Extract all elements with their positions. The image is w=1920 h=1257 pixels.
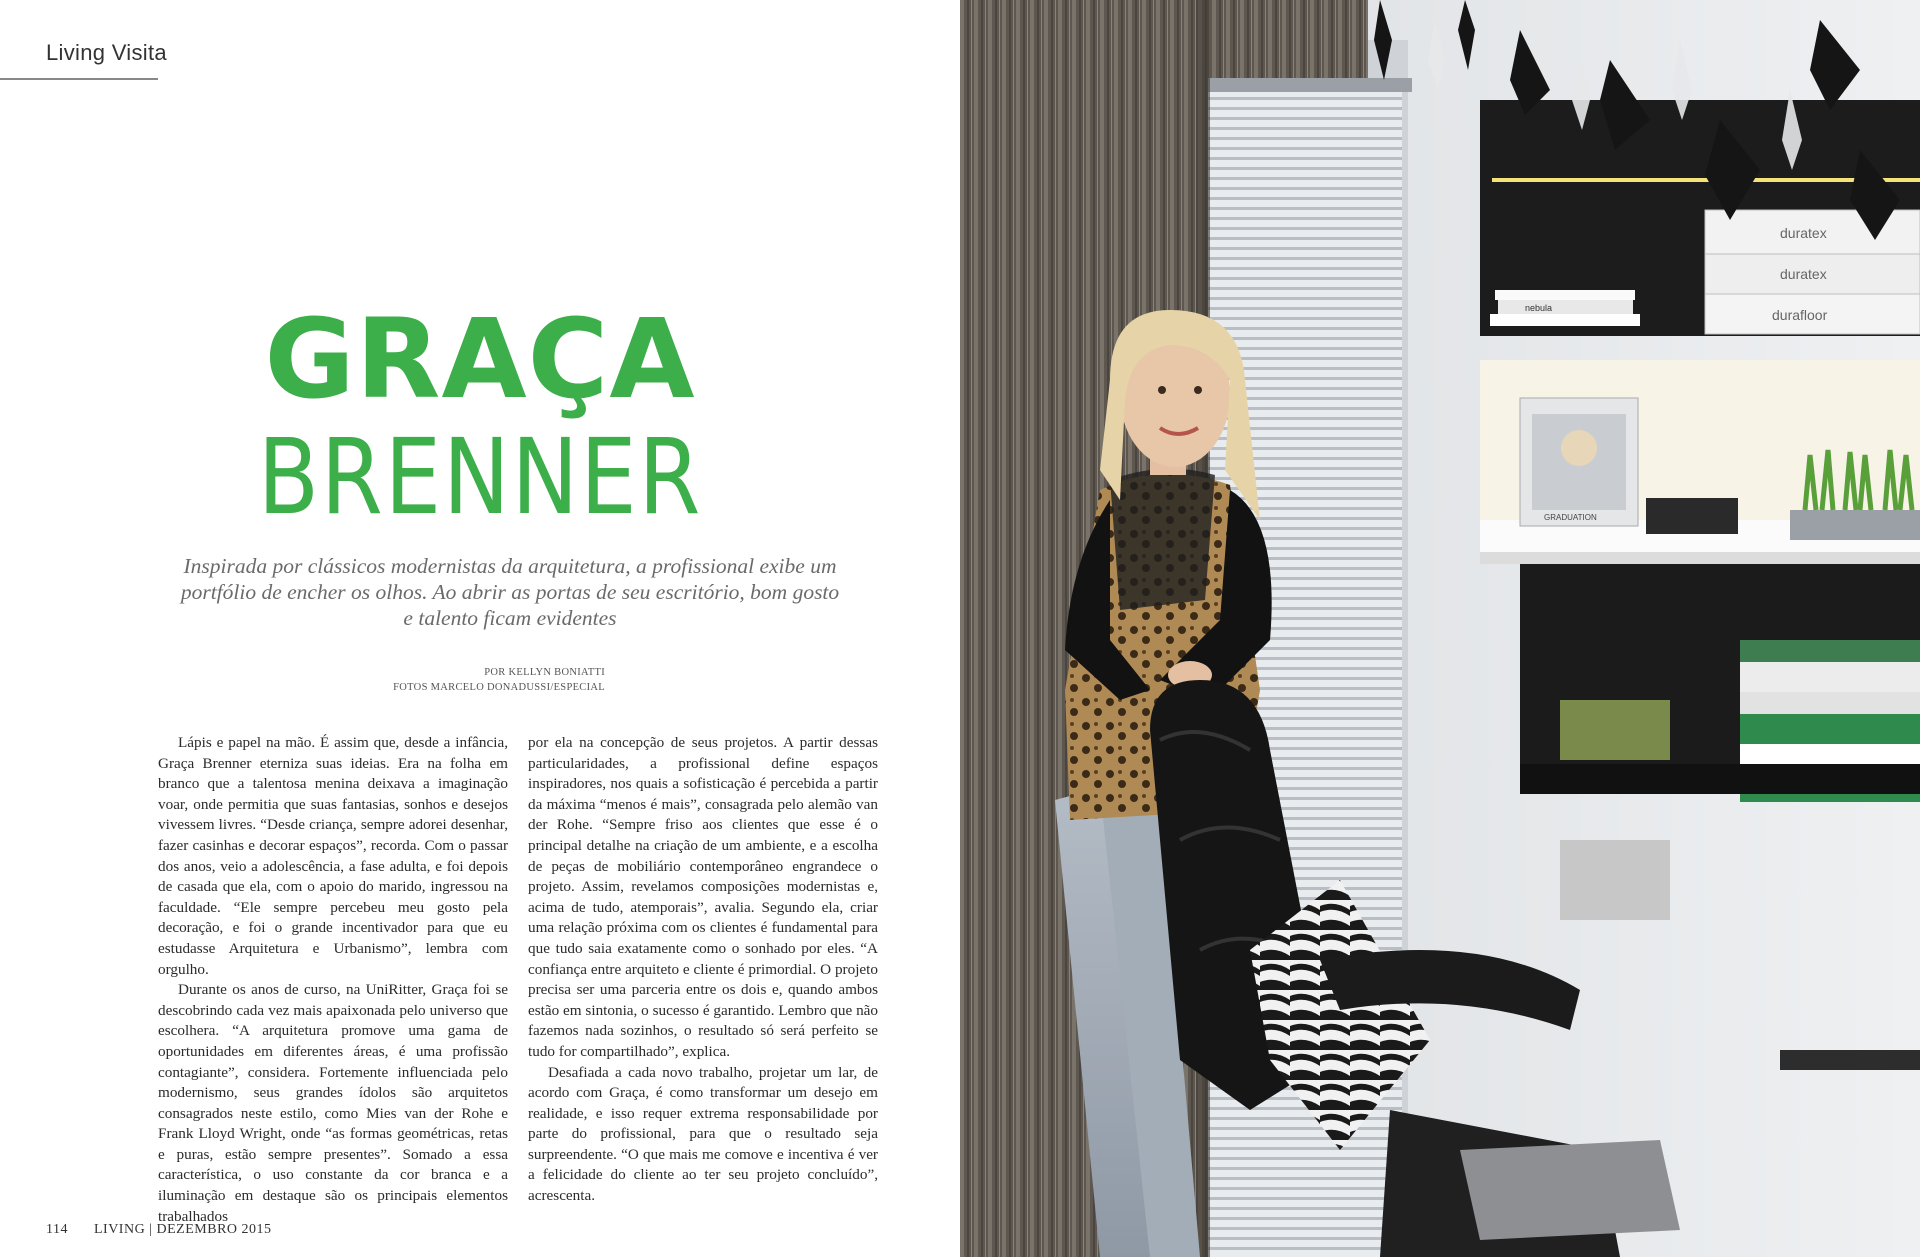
issue-date: DEZEMBRO 2015 [156, 1222, 272, 1237]
footer-separator: | [149, 1222, 157, 1237]
box-label: duratex [1780, 266, 1827, 282]
article-column-1 [158, 733, 508, 1227]
box-label: durafloor [1772, 307, 1828, 323]
office-scene [960, 0, 1920, 1257]
photo-credit: FOTOS MARCELO DONADUSSI/ESPECIAL [393, 682, 605, 693]
box-label: duratex [1780, 225, 1827, 241]
article-lede: Inspirada por clássicos modernistas da arquitetura, a profissional exibe um portfólio de encher os olhos. Ao abrir as portas de seu escritório, bom gosto e talento ficam evidentes [180, 554, 840, 630]
title-last-name: BRENNER [257, 416, 703, 538]
article-title [0, 295, 960, 538]
page-footer [46, 1222, 272, 1238]
magazine-name: LIVING [93, 1222, 146, 1237]
paragraph: Durante os anos de curso, na UniRitter, Graça foi se descobrindo cada vez mais apaixonada pelo universo que escolhera. “A arquitetura promove uma gama de oportunidades em diferentes áreas, é uma profissão contagiante”, considera. Fortemente influenciada pelo modernismo, seus grandes ídolos são arquitetos consagrados neste estilo, como Mies van der Rohe e Frank Lloyd Wright, onde “as formas geométricas, retas e puras, estão sempre presentes”. Somado a essa característica, o uso constante da cor branca e a iluminação em destaque são os principais elementos trabalhados [158, 981, 508, 1225]
paragraph: Lápis e papel na mão. É assim que, desde a infância, Graça Brenner eterniza suas ideias. Era na folha em branco que a talentosa menina deixava a imaginação voar, onde permitia que suas fantasias, sonhos e desejos vivessem livres. “Desde criança, sempre adorei desenhar, fazer casinhas e decorar espaços”, recorda. Com o passar dos anos, veio a adolescência, a fase adulta, e foi depois de casada que ela, com o apoio do marido, ingressou na faculdade. “Ele sempre percebeu meu gosto pela decoração, e foi o grande incentivador para que eu estudasse Arquitetura e Urbanismo”, lembra com orgulho. [158, 734, 508, 978]
author-credit: POR KELLYN BONIATTI [484, 667, 605, 678]
byline [380, 665, 740, 695]
section-rule [0, 78, 158, 80]
book-label: nebula [1525, 303, 1553, 313]
page-number: 114 [46, 1222, 68, 1237]
frame-label: GRADUATION [1544, 513, 1597, 522]
article-column-2 [528, 733, 878, 1207]
paragraph: por ela na concepção de seus projetos. A partir dessas particularidades, a profissional define espaços inspiradores, nos quais a sofisticação é percebida a partir da máxima “menos é mais”, consagrada pelo alemão van der Rohe. “Sempre friso aos clientes que esse é o principal detalhe na criação de um ambiente, e a escolha de peças de mobiliário contemporâneo engrandece o projeto. Assim, revelamos composições modernistas e, acima de tudo, atemporais”, avalia. Segundo ela, criar uma relação próxima com os clientes é fundamental para que tudo saia exatamente como o sonhado por eles. “A confiança entre arquiteto e cliente é primordial. O projeto precisa ser uma parceria entre os dois e, quando ambos estão em sintonia, o sucesso é garantido. Lembro que não fazemos nada sozinhos, o resultado só será perfeito se tudo for compartilhado”, explica. [528, 734, 878, 1060]
title-first-name: GRAÇA [264, 295, 696, 423]
paragraph: Desafiada a cada novo trabalho, projetar um lar, de acordo com Graça, é como transformar um desejo em realidade, e isso requer extrema responsabilidade por parte do profissional, para que o resultado seja surpreendente. “O que mais me comove e incentiva é ver a felicidade do cliente ao ter seu projeto concluído”, acrescenta. [528, 1063, 878, 1205]
portrait-photo [960, 0, 1920, 1257]
section-label: Living Visita [46, 40, 167, 65]
